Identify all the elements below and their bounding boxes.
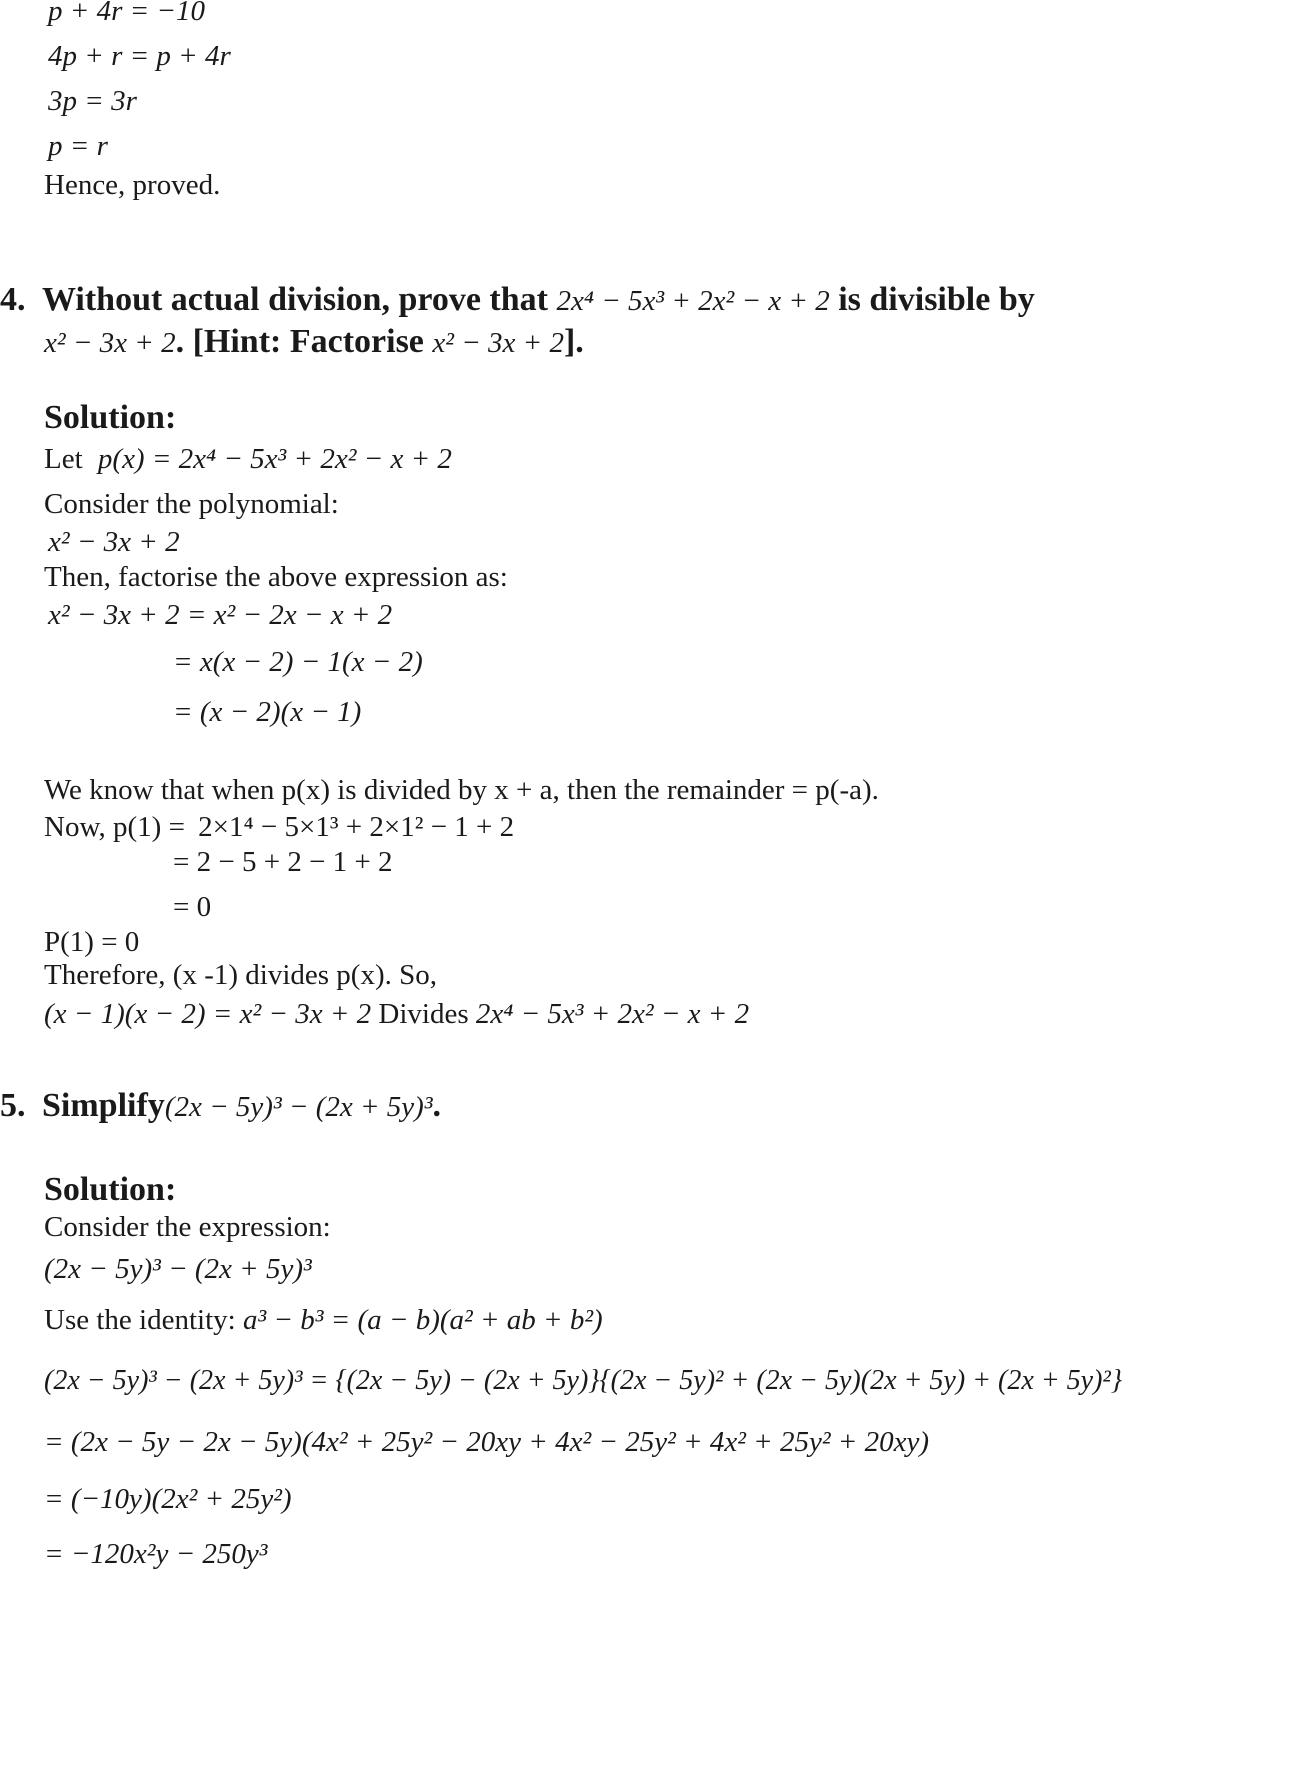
remainder-theorem-text: We know that when p(x) is divided by x + a, then the remainder = p(-a). xyxy=(44,774,879,806)
now-line xyxy=(44,810,514,844)
question-text: Simplify xyxy=(42,1087,165,1124)
identity-expression: a³ − b³ = (a − b)(a² + ab + b²) xyxy=(242,1304,603,1336)
hint-expression: x² − 3x + 2 xyxy=(432,327,564,359)
simplify-step-3: = (−10y)(2x² + 25y²) xyxy=(44,1483,292,1515)
let-expression: p(x) = 2x⁴ − 5x³ + 2x² − x + 2 xyxy=(97,443,452,475)
now-expression: 2×1⁴ − 5×1³ + 2×1² − 1 + 2 xyxy=(198,811,515,843)
factorise-text: Then, factorise the above expression as: xyxy=(44,561,508,593)
now-label: Now, p(1) = xyxy=(44,811,185,843)
simplify-step-4: = −120x²y − 250y³ xyxy=(44,1538,268,1570)
p1-result: P(1) = 0 xyxy=(44,926,140,958)
question-number: 5. xyxy=(0,1087,26,1124)
final-expression: (x − 1)(x − 2) = x² − 3x + 2 xyxy=(44,998,372,1030)
hint-end: ]. xyxy=(563,323,584,360)
solution-heading: Solution: xyxy=(44,399,177,436)
question-5 xyxy=(0,1086,441,1127)
expression: (2x − 5y)³ − (2x + 5y)³ xyxy=(44,1253,312,1285)
solution-heading: Solution: xyxy=(44,1171,177,1208)
let-line xyxy=(44,442,452,476)
consider-text: Consider the polynomial: xyxy=(44,488,339,520)
equation-line: 3p = 3r xyxy=(48,85,137,117)
factor-step-2: = x(x − 2) − 1(x − 2) xyxy=(173,646,423,678)
equation-line: 4p + r = p + 4r xyxy=(48,40,231,72)
eval-step-3: = 0 xyxy=(173,891,212,923)
simplify-step-1: (2x − 5y)³ − (2x + 5y)³ = {(2x − 5y) − (2x + 5y)}{(2x − 5y)² + (2x − 5y)(2x + 5y) + (2x + 5y)²} xyxy=(44,1365,1123,1396)
question-4 xyxy=(0,280,1035,321)
conclusion-text: Hence, proved. xyxy=(44,169,221,201)
simplify-step-2: = (2x − 5y − 2x − 5y)(4x² + 25y² − 20xy + 4x² − 25y² + 4x² + 25y² + 20xy) xyxy=(44,1426,930,1458)
polynomial: x² − 3x + 2 xyxy=(48,526,180,558)
equation-line: p + 4r = −10 xyxy=(48,0,205,27)
divides-label: Divides xyxy=(378,998,469,1030)
consider-text: Consider the expression: xyxy=(44,1211,331,1243)
therefore-text: Therefore, (x -1) divides p(x). So, xyxy=(44,959,437,991)
factor-step-1: x² − 3x + 2 = x² − 2x − x + 2 xyxy=(48,599,393,631)
question-expression: (2x − 5y)³ − (2x + 5y)³ xyxy=(164,1091,433,1123)
question-number: 4. xyxy=(0,281,26,318)
final-line xyxy=(44,997,749,1031)
identity-label: Use the identity: xyxy=(44,1304,236,1336)
question-text: is divisible by xyxy=(838,281,1035,318)
question-expression: x² − 3x + 2 xyxy=(44,327,176,359)
hint-text: . [Hint: Factorise xyxy=(175,323,424,360)
factor-step-3: = (x − 2)(x − 1) xyxy=(173,696,362,728)
question-expression: 2x⁴ − 5x³ + 2x² − x + 2 xyxy=(556,285,830,317)
identity-line xyxy=(44,1303,603,1337)
question-4-line2 xyxy=(44,322,584,363)
eval-step-2: = 2 − 5 + 2 − 1 + 2 xyxy=(173,846,393,878)
equation-line: p = r xyxy=(48,130,108,162)
final-polynomial: 2x⁴ − 5x³ + 2x² − x + 2 xyxy=(475,998,750,1030)
let-label: Let xyxy=(44,443,83,475)
question-end: . xyxy=(432,1087,442,1124)
question-text: Without actual division, prove that xyxy=(42,281,548,318)
